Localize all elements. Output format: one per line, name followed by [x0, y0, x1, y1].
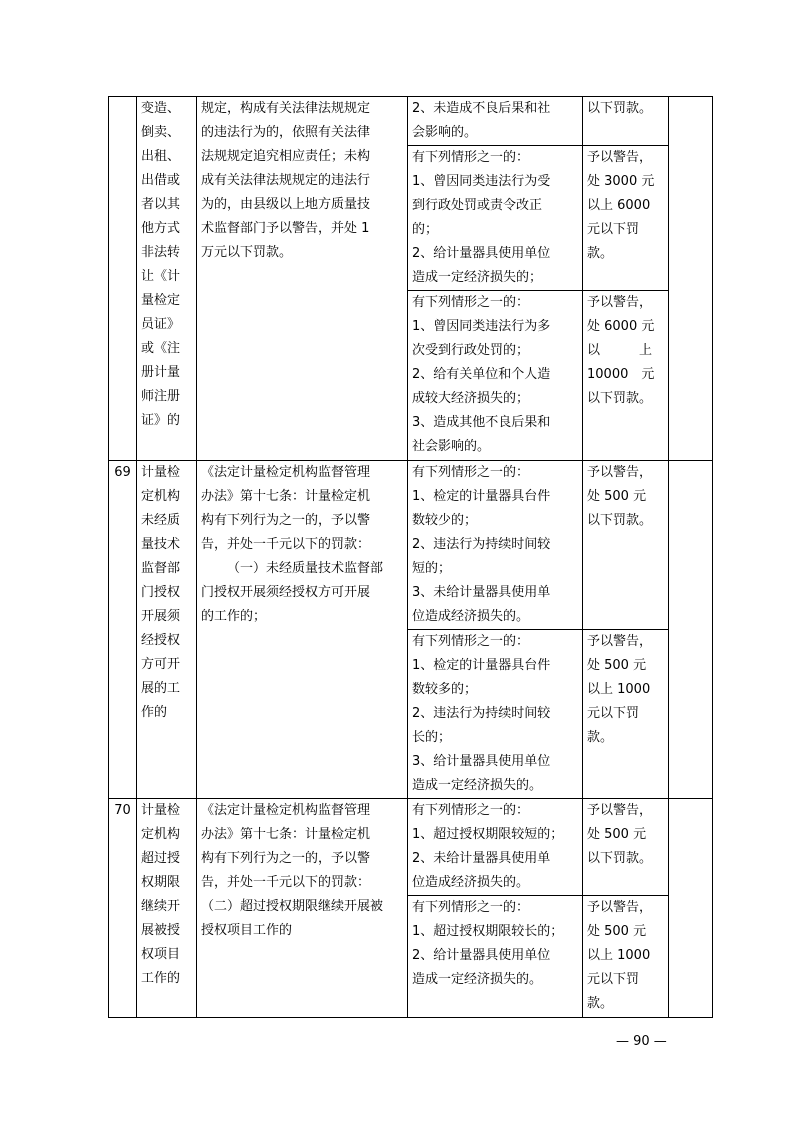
circumstance-line: 次受到行政处罚的； — [412, 343, 530, 358]
circumstance — [408, 461, 583, 630]
circumstance-line: 造成一定经济损失的。 — [412, 778, 543, 793]
penalty — [583, 799, 669, 896]
penalty — [583, 291, 669, 461]
penalty-line: 予以警告， — [587, 465, 653, 480]
violation-act-line: 师注册 — [141, 389, 181, 404]
table-row — [109, 97, 713, 146]
violation-act-line: 工作的 — [141, 971, 181, 986]
circumstance-line: 会影响的。 — [412, 125, 478, 140]
circumstance-line: 位造成经济损失的。 — [412, 609, 530, 624]
penalty-line: 处 3000 元 — [587, 174, 655, 189]
violation-act — [137, 799, 197, 1018]
violation-act-line: 册计量 — [141, 365, 181, 380]
legal-basis-line: 规定，构成有关法律法规规定 — [201, 101, 371, 116]
circumstance-line: 造成一定经济损失的。 — [412, 972, 543, 987]
violation-act-line: 继续开 — [141, 899, 181, 914]
item-number — [109, 97, 137, 461]
circumstance-line: 有下列情形之一的： — [412, 150, 530, 165]
penalty-line: 以下罚款。 — [587, 513, 653, 528]
penalty-line: 款。 — [587, 246, 614, 261]
circumstance-line: 到行政处罚或责令改正 — [412, 198, 543, 213]
circumstance-line: 1、检定的计量器具台件 — [412, 489, 551, 504]
circumstance — [408, 896, 583, 1018]
circumstance-line: 长的； — [412, 730, 452, 745]
penalty-line: 元以下罚 — [587, 222, 640, 237]
circumstance-line: 短的； — [412, 561, 452, 576]
legal-basis — [197, 97, 408, 461]
circumstance-line: 1、超过授权期限较长的； — [412, 924, 564, 939]
legal-basis-line: （二）超过授权期限继续开展被 — [201, 899, 384, 914]
penalty-line: 处 500 元 — [587, 924, 647, 939]
circumstance — [408, 97, 583, 146]
legal-basis-line: 构有下列行为之一的，予以警 — [201, 513, 371, 528]
circumstance — [408, 291, 583, 461]
violation-act-line: 或《注 — [141, 341, 181, 356]
violation-act — [137, 461, 197, 799]
violation-act-line: 门授权 — [141, 585, 181, 600]
circumstance-line: 有下列情形之一的： — [412, 803, 530, 818]
legal-basis-line: 的工作的； — [201, 609, 267, 624]
legal-basis — [197, 799, 408, 1018]
violation-act-line: 超过授 — [141, 851, 181, 866]
legal-basis-line: 告，并处一千元以下的罚款： — [201, 537, 371, 552]
circumstance-line: 1、超过授权期限较短的； — [412, 827, 564, 842]
penalty-line: 予以警告， — [587, 295, 653, 310]
violation-act-line: 出借或 — [141, 173, 181, 188]
circumstance-line: 位造成经济损失的。 — [412, 875, 530, 890]
violation-act-line: 让《计 — [141, 269, 181, 284]
penalty-line: 处 500 元 — [587, 489, 647, 504]
penalty-line: 以下罚款。 — [587, 391, 653, 406]
violation-act-line: 量检定 — [141, 293, 181, 308]
violation-act-line: 变造、 — [141, 101, 181, 116]
violation-act-line: 开展须 — [141, 609, 181, 624]
penalty-line: 予以警告， — [587, 634, 653, 649]
circumstance-line: 有下列情形之一的： — [412, 295, 530, 310]
legal-basis-line: 告，并处一千元以下的罚款： — [201, 875, 371, 890]
violation-act-line: 经授权 — [141, 633, 181, 648]
violation-act-line: 定机构 — [141, 489, 181, 504]
item-number: 70 — [109, 799, 137, 1018]
penalty-line: 以上 1000 — [587, 682, 651, 697]
legal-basis-line: （一）未经质量技术监督部 — [227, 561, 384, 576]
circumstance-line: 2、给有关单位和个人造 — [412, 367, 551, 382]
violation-act-line: 权期限 — [141, 875, 181, 890]
table-row — [109, 461, 713, 630]
penalty-line: 处 6000 元 — [587, 319, 655, 334]
penalty — [583, 896, 669, 1018]
remarks — [669, 97, 713, 461]
circumstance-line: 社会影响的。 — [412, 439, 491, 454]
penalty-table — [108, 96, 713, 1018]
penalty-line: 元以下罚 — [587, 706, 640, 721]
penalty-line: 以上 6000 — [587, 198, 651, 213]
circumstance-line: 2、给计量器具使用单位 — [412, 948, 551, 963]
circumstance-line: 2、给计量器具使用单位 — [412, 246, 551, 261]
violation-act-line: 倒卖、 — [141, 125, 181, 140]
circumstance-line: 成较大经济损失的； — [412, 391, 530, 406]
violation-act-line: 监督部 — [141, 561, 181, 576]
violation-act-line: 未经质 — [141, 513, 181, 528]
circumstance-line: 3、造成其他不良后果和 — [412, 415, 551, 430]
legal-basis-line: 为的，由县级以上地方质量技 — [201, 197, 371, 212]
circumstance-line: 有下列情形之一的： — [412, 465, 530, 480]
penalty — [583, 97, 669, 146]
violation-act-line: 展的工 — [141, 681, 181, 696]
violation-act-line: 展被授 — [141, 923, 181, 938]
violation-act — [137, 97, 197, 461]
violation-act-line: 计量检 — [141, 803, 181, 818]
circumstance-line: 3、给计量器具使用单位 — [412, 754, 551, 769]
legal-basis-line: 法规规定追究相应责任；未构 — [201, 149, 371, 164]
violation-act-line: 作的 — [141, 705, 168, 720]
penalty — [583, 146, 669, 291]
circumstance-line: 造成一定经济损失的； — [412, 270, 543, 285]
violation-act-line: 他方式 — [141, 221, 181, 236]
penalty-line: 予以警告， — [587, 900, 653, 915]
circumstance — [408, 630, 583, 799]
legal-basis — [197, 461, 408, 799]
table-row — [109, 799, 713, 896]
penalty-line: 元以下罚 — [587, 972, 640, 987]
circumstance-line: 数较少的； — [412, 513, 478, 528]
penalty-line: 以下罚款。 — [587, 101, 653, 116]
legal-basis-line: 万元以下罚款。 — [201, 245, 293, 260]
penalty-line: 以 上 — [587, 343, 653, 358]
legal-basis-line: 办法》第十七条：计量检定机 — [201, 827, 371, 842]
legal-basis-line: 术监督部门予以警告，并处 1 — [201, 221, 370, 236]
violation-act-line: 出租、 — [141, 149, 181, 164]
violation-act-line: 定机构 — [141, 827, 181, 842]
violation-act-line: 者以其 — [141, 197, 181, 212]
penalty-line: 款。 — [587, 730, 614, 745]
circumstance-line: 1、检定的计量器具台件 — [412, 658, 551, 673]
circumstance-line: 1、曾因同类违法行为受 — [412, 174, 551, 189]
circumstance-line: 2、未造成不良后果和社 — [412, 101, 551, 116]
page-number: — 90 — — [616, 1034, 667, 1049]
legal-basis-line: 门授权开展须经授权方可开展 — [201, 585, 371, 600]
remarks — [669, 799, 713, 1018]
circumstance-line: 的； — [412, 222, 439, 237]
legal-basis-line: 授权项目工作的 — [201, 923, 293, 938]
violation-act-line: 量技术 — [141, 537, 181, 552]
circumstance-line: 2、未给计量器具使用单 — [412, 851, 551, 866]
penalty — [583, 461, 669, 630]
circumstance — [408, 799, 583, 896]
penalty-line: 予以警告， — [587, 803, 653, 818]
legal-basis-line: 办法》第十七条：计量检定机 — [201, 489, 371, 504]
violation-act-line: 证》的 — [141, 413, 181, 428]
item-number: 69 — [109, 461, 137, 799]
circumstance-line: 1、曾因同类违法行为多 — [412, 319, 551, 334]
violation-act-line: 方可开 — [141, 657, 181, 672]
circumstance-line: 2、违法行为持续时间较 — [412, 706, 551, 721]
circumstance-line: 2、违法行为持续时间较 — [412, 537, 551, 552]
penalty-line: 款。 — [587, 996, 614, 1011]
circumstance-line: 有下列情形之一的： — [412, 634, 530, 649]
penalty — [583, 630, 669, 799]
circumstance — [408, 146, 583, 291]
legal-basis-line: 《法定计量检定机构监督管理 — [201, 803, 371, 818]
penalty-line: 以上 1000 — [587, 948, 651, 963]
legal-basis-line: 《法定计量检定机构监督管理 — [201, 465, 371, 480]
penalty-line: 处 500 元 — [587, 658, 647, 673]
penalty-line: 10000 元 — [587, 367, 655, 382]
legal-basis-line: 的违法行为的，依照有关法律 — [201, 125, 371, 140]
penalty-line: 予以警告， — [587, 150, 653, 165]
legal-basis-line: 成有关法律法规规定的违法行 — [201, 173, 371, 188]
circumstance-line: 有下列情形之一的： — [412, 900, 530, 915]
violation-act-line: 计量检 — [141, 465, 181, 480]
violation-act-line: 员证》 — [141, 317, 181, 332]
legal-basis-line: 构有下列行为之一的，予以警 — [201, 851, 371, 866]
violation-act-line: 权项目 — [141, 947, 181, 962]
remarks — [669, 461, 713, 799]
circumstance-line: 3、未给计量器具使用单 — [412, 585, 551, 600]
penalty-line: 以下罚款。 — [587, 851, 653, 866]
penalty-line: 处 500 元 — [587, 827, 647, 842]
circumstance-line: 数较多的； — [412, 682, 478, 697]
violation-act-line: 非法转 — [141, 245, 181, 260]
